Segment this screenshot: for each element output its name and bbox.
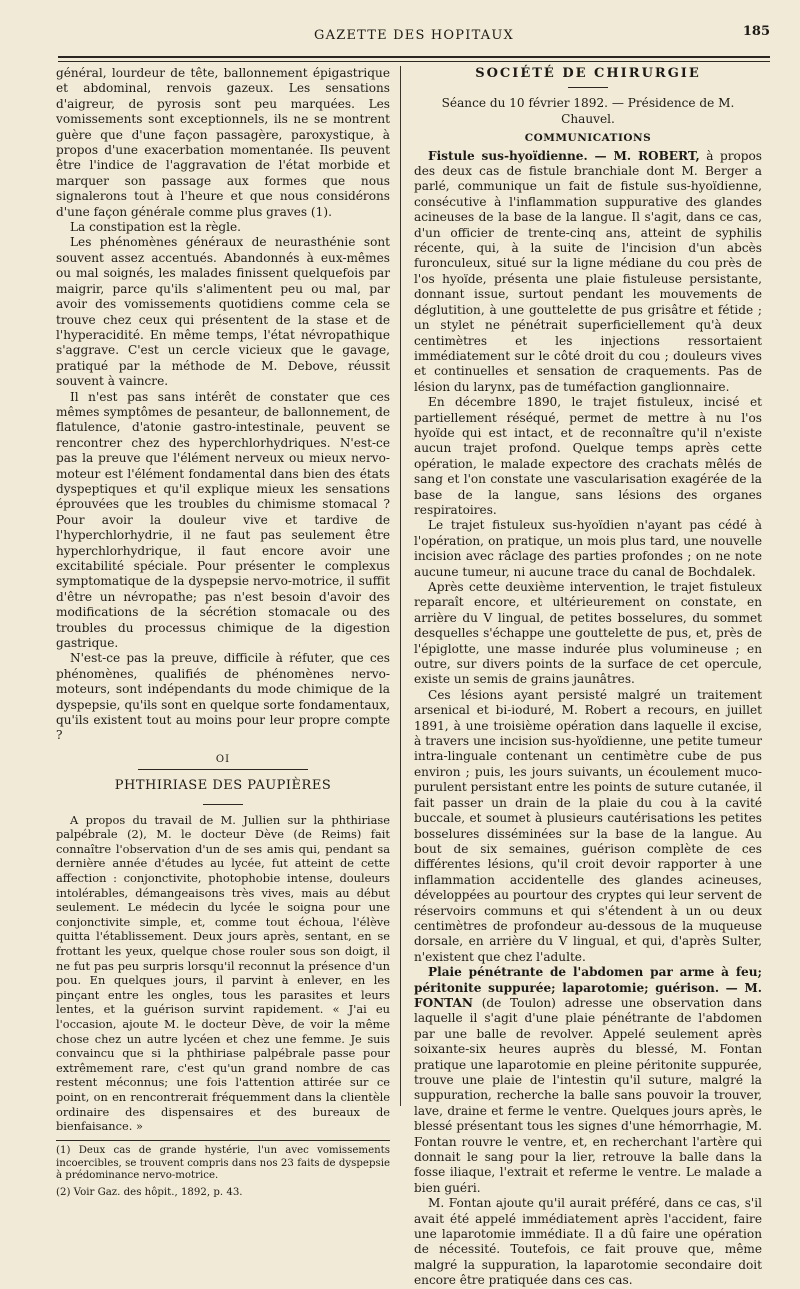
article-title: PHTHIRIASE DES PAUPIÈRES	[114, 778, 332, 794]
paragraph-body: à propos des deux cas de fistule branchiale dont M. Berger a parlé, communique un fait de fistule sus-hyoïdienne, consécutive à l'inflammation suppurative des glandes acineuses de la base de la langue. Il s'agit, dans ce cas, d'un officier de trente-cinq ans, atteint de syphilis récente, qui, à la suite de l'incision d'un abcès furonculeux, situé sur la ligne médiane du cou près de l'os hyoïde, présenta une plaie fistuleuse persistante, donnant issue, surtout pendant les mouvements de déglutition, à une gouttelette de pus grisâtre et fétide ; un stylet ne pénétrait superficiellement qu'à deux centimètres et les injections ressortaient immédiatement sur le côté droit du cou ; douleurs vives et continuelles et sensation de craquements. Pas de lésion du larynx, pas de tuméfaction ganglionnaire.	[414, 148, 762, 394]
session-line: Séance du 10 février 1892. — Présidence de M. Chauvel.	[441, 96, 735, 126]
paragraph	[414, 965, 762, 1196]
paragraph: N'est-ce pas la preuve, difficile à réfuter, que ces phénomènes, qualifiés de phénomènes nervo-moteurs, sont indépendants du mode chimique de la dyspepsie, qu'ils sont en quelque sorte fondamentaux, qu'ils existent tout au moins pour leur propre compte ?	[56, 651, 390, 743]
footnote: (2) Voir Gaz. des hôpit., 1892, p. 43.	[56, 1187, 243, 1199]
right-column	[414, 66, 762, 1289]
paragraph: Après cette deuxième intervention, le trajet fistuleux reparaît encore, et ultérieurement on constate, en arrière du V lingual, de petites bosselures, du sommet desquelles s'échappe une gouttelette de pus, et, près de l'épiglotte, une masse indurée plus volumineuse ; en outre, sur divers points de la surface de cet opercule, existe un semis de grains jaunâtres.	[414, 580, 762, 687]
author-signature: OI	[215, 753, 231, 765]
paragraph-lead: Plaie pénétrante de l'abdomen par arme à feu; péritonite suppurée; laparotomie; guérison. — M. FONTAN	[414, 965, 762, 1010]
paragraph-body: (de Toulon) adresse une observation dans laquelle il s'agit d'une plaie pénétrante de l'abdomen par une balle de revolver. Appelé seulement après soixante-six heures auprès du blessé, M. Fontan pratique une laparotomie en pleine péritonite suppurée, trouve une plaie de l'intestin qu'il suture, malgré la suppuration, recherche la balle sans pouvoir la trouver, lave, draine et ferme le ventre. Quelques jours après, le blessé présentant tous les signes d'une hémorrhagie, M. Fontan rouvre le ventre, et, en recherchant l'artère qui donnait le sang pour la lier, retrouve la balle dans la fosse iliaque, l'extrait et referme le ventre. Le malade a bien guéri.	[414, 995, 762, 1195]
running-title: GAZETTE DES HOPITAUX	[314, 28, 514, 43]
paragraph: général, lourdeur de tête, ballonnement épigastrique et abdominal, renvois gazeux. Les sensations d'aigreur, de pyrosis sont peu marquées. Les vomissements sont exceptionnels, ils ne se montrent guère que d'une façon passagère, paroxystique, à propos d'une exacerbation momentanée. Ils peuvent être l'indice de l'aggravation de l'état morbide et marquer son passage aux formes que nous signalerons tout à l'heure et que nous considérons d'une façon générale comme plus graves (1).	[56, 66, 390, 219]
paragraph: Le trajet fistuleux sus-hyoïdien n'ayant pas cédé à l'opération, on pratique, un mois plus tard, une nouvelle incision avec râclage des parties profondes ; on ne note aucune tumeur, ni aucune trace du canal de Bochdalek.	[414, 518, 762, 579]
paragraph: A propos du travail de M. Jullien sur la phthiriase palpébrale (2), M. le docteur Dève (de Reims) fait connaître l'observation d'un de ses amis qui, pendant sa dernière année d'études au lycée, fut atteint de cette affection : conjonctivite, photophobie intense, douleurs intolérables, démangeaisons très vives, mais au début seulement. Le médecin du lycée le soigna pour une conjonctivite simple, et, comme tout échoua, l'élève quitta l'établissement. Deux jours après, sentant, en se frottant les yeux, quelque chose rouler sous son doigt, il ne fut pas peu surpris lorsqu'il reconnut la présence d'un pou. En quelques jours, il parvint à enlever, en les pinçant entre les ongles, tous les parasites et leurs lentes, et la guérison survint rapidement. « J'ai eu l'occasion, ajoute M. le docteur Dève, de voir la même chose chez un autre lycéen et chez une femme. Je suis convaincu que si la phthiriase palpébrale passe pour extrêmement rare, c'est qu'un grand nombre de cas restent méconnus; une fois l'attention attirée sur ce point, on en rencontrerait fréquemment dans la clientèle ordinaire des dispensaires et des bureaux de bienfaisance. »	[56, 812, 390, 1134]
paragraph	[414, 149, 762, 396]
subsection-heading: COMMUNICATIONS	[524, 132, 652, 145]
paragraph: M. Fontan ajoute qu'il aurait préféré, dans ce cas, s'il avait été appelé immédiatement après l'accident, faire une laparotomie immédiate. Il a dû faire une opération de nécessité. Toutefois, ce fait prouve que, même malgré la suppuration, la laparotomie secondaire doit encore être pratiquée dans ces cas.	[414, 1196, 762, 1288]
short-rule	[203, 804, 243, 805]
column-divider	[400, 66, 401, 1106]
paragraph: La constipation est la règle.	[70, 220, 241, 235]
paragraph: Ces lésions ayant persisté malgré un traitement arsenical et bi-ioduré, M. Robert a recours, en juillet 1891, à une troisième opération dans laquelle il excise, à travers une incision sus-hyoïdienne, une petite tumeur intra-linguale contenant un centimètre cube de pus environ ; puis, les jours suivants, un écoulement muco-purulent persistant entre les points de suture cutanée, il fait passer un drain de la plaie du cou à la cavité buccale, et soumet à plusieurs cautérisations les petites bosselures disséminées sur la base de la langue. Au bout de six semaines, guérison complète de ces différentes lésions, qu'il croit devoir rapporter à une inflammation accidentelle des glandes acineuses, développées au pourtour des cryptes qui leur servent de réservoirs communs et qui s'étendent à un ou deux centimètres de profondeur au-dessous de la muqueuse dorsale, en arrière du V lingual, et qui, d'après Sulter, n'existent que chez l'adulte.	[414, 687, 762, 964]
footnotes	[56, 1145, 390, 1200]
page-number: 185	[742, 24, 770, 39]
header-rule	[58, 56, 770, 62]
short-rule	[568, 87, 608, 88]
footnote-rule	[56, 1140, 390, 1141]
paragraph: Les phénomènes généraux de neurasthénie sont souvent assez accentués. Abandonnés à eux-mêmes ou mal soignés, les malades finissent quelquefois par maigrir, parce qu'ils s'alimentent peu ou mal, par avoir des vomissements quotidiens comme cela se trouve chez ceux qui présentent de la stase et de l'hyperacidité. En même temps, l'état névropathique s'aggrave. C'est un cercle vicieux que le gavage, pratiqué par la méthode de M. Debove, réussit souvent à vaincre.	[56, 235, 390, 389]
section-heading: SOCIÉTÉ DE CHIRURGIE	[475, 66, 701, 81]
paragraph-lead: Fistule sus-hyoïdienne. — M. ROBERT,	[428, 148, 700, 163]
page-header	[58, 24, 770, 46]
footnote: (1) Deux cas de grande hystérie, l'un avec vomissements incoercibles, se trouvent compris dans nos 23 faits de dyspepsie à prédominance nervo-motrice.	[56, 1144, 390, 1182]
paragraph: Il n'est pas sans intérêt de constater que ces mêmes symptômes de pesanteur, de ballonnement, de flatulence, d'atonie gastro-intestinale, peuvent se rencontrer chez des hyperchlorhydriques. N'est-ce pas la preuve que l'élément nerveux ou mieux nervo-moteur est l'élément fondamental dans bien des états dyspeptiques et qu'il explique mieux les sensations éprouvées que les troubles du chimisme stomacal ? Pour avoir la douleur vive et tardive de l'hyperchlorhydrie, il ne faut pas seulement être hyperchlorhydrique, il faut encore avoir une excitabilité spéciale. Pour présenter le complexus symptomatique de la dyspepsie nervo-motrice, il suffit d'être un névropathe; pas n'est besoin d'avoir des modifications de la sécrétion stomacale ou des troubles du processus chimique de la digestion gastrique.	[56, 389, 390, 651]
section-divider	[138, 769, 308, 770]
paragraph: En décembre 1890, le trajet fistuleux, incisé et partiellement réséqué, permet de mettre à nu l'os hyoïde qui est intact, et de reconnaître qu'il n'existe aucun trajet profond. Quelque temps après cette opération, le malade expectore des crachats mêlés de sang et l'on constate une vascularisation exagérée de la base de la langue, sans lésions des organes respiratoires.	[414, 395, 762, 517]
left-column	[56, 66, 390, 1204]
